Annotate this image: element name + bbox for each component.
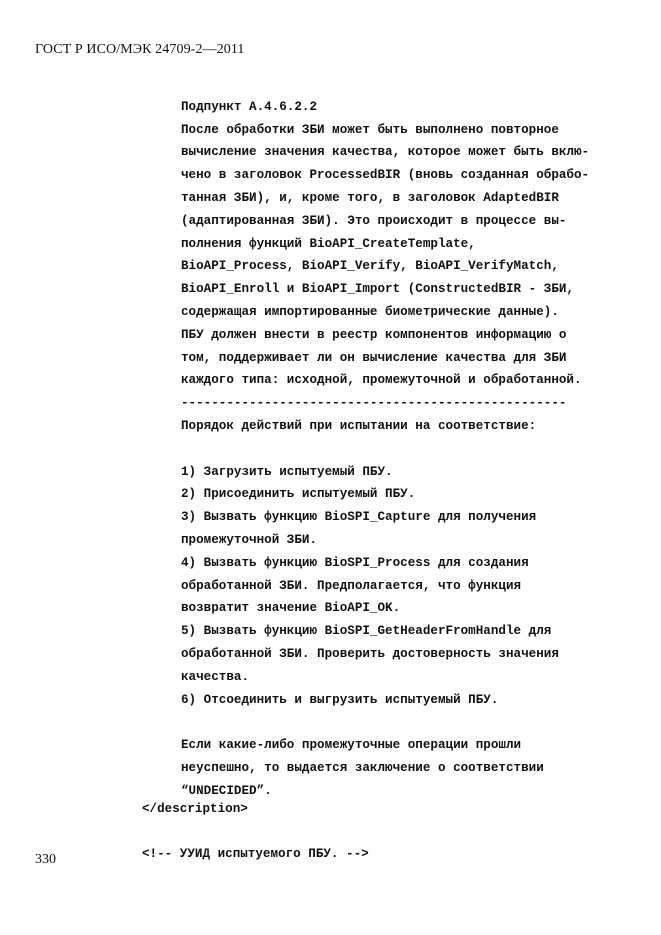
text-line: (адаптированная ЗБИ). Это происходит в процессе вы-	[181, 213, 567, 228]
text-line: ПБУ должен внести в реестр компонентов информацию о	[181, 327, 567, 342]
closing-tag: </description>	[142, 801, 248, 816]
text-line: вычисление значения качества, которое может быть вклю-	[181, 145, 590, 160]
step-line: обработанной ЗБИ. Проверить достоверность значения	[181, 646, 559, 661]
text-line: полнения функций BioAPI_CreateTemplate,	[181, 236, 476, 251]
step-line: промежуточной ЗБИ.	[181, 532, 318, 547]
text-line: После обработки ЗБИ может быть выполнено повторное	[181, 122, 559, 137]
xml-tail-block	[142, 775, 369, 889]
text-line: каждого типа: исходной, промежуточной и обработанной.	[181, 373, 582, 388]
blank-line	[181, 438, 589, 461]
text-line: “UNDECIDED”.	[181, 783, 272, 798]
document-header: ГОСТ Р ИСО/МЭК 24709-2—2011	[35, 42, 245, 57]
step-line: 1) Загрузить испытуемый ПБУ.	[181, 464, 393, 479]
text-line: танная ЗБИ), и, кроме того, в заголовок AdaptedBIR	[181, 190, 559, 205]
text-line: Если какие-либо промежуточные операции прошли	[181, 738, 522, 753]
step-line: 2) Присоединить испытуемый ПБУ.	[181, 487, 416, 502]
step-line: 5) Вызвать функцию BioSPI_GetHeaderFromHandle для	[181, 624, 552, 639]
xml-comment: <!-- УУИД испытуемого ПБУ. -->	[142, 847, 369, 862]
step-line: качества.	[181, 669, 250, 684]
page-number: 330	[35, 852, 56, 867]
step-line: 4) Вызвать функцию BioSPI_Process для создания	[181, 555, 529, 570]
step-line: 6) Отсоединить и выгрузить испытуемый ПБУ.	[181, 692, 499, 707]
text-line: том, поддерживает ли он вычисление качества для ЗБИ	[181, 350, 567, 365]
text-line: BioAPI_Process, BioAPI_Verify, BioAPI_VerifyMatch,	[181, 259, 559, 274]
step-line: возвратит значение BioAPI_OK.	[181, 601, 401, 616]
description-block	[181, 73, 589, 825]
text-line: BioAPI_Enroll и BioAPI_Import (ConstructedBIR - ЗБИ,	[181, 282, 574, 297]
blank-line	[181, 711, 589, 734]
step-line: обработанной ЗБИ. Предполагается, что функция	[181, 578, 522, 593]
text-line: Порядок действий при испытании на соответствие:	[181, 418, 537, 433]
text-line: неуспешно, то выдается заключение о соответствии	[181, 760, 544, 775]
step-line: 3) Вызвать функцию BioSPI_Capture для получения	[181, 510, 537, 525]
text-line: Подпункт А.4.6.2.2	[181, 99, 318, 114]
text-line: чено в заголовок ProcessedBIR (вновь созданная обрабо-	[181, 168, 590, 183]
text-line: содержащая импортированные биометрические данные).	[181, 304, 559, 319]
separator-line: ---------------------------------------------------	[181, 396, 567, 411]
blank-line	[142, 821, 369, 844]
